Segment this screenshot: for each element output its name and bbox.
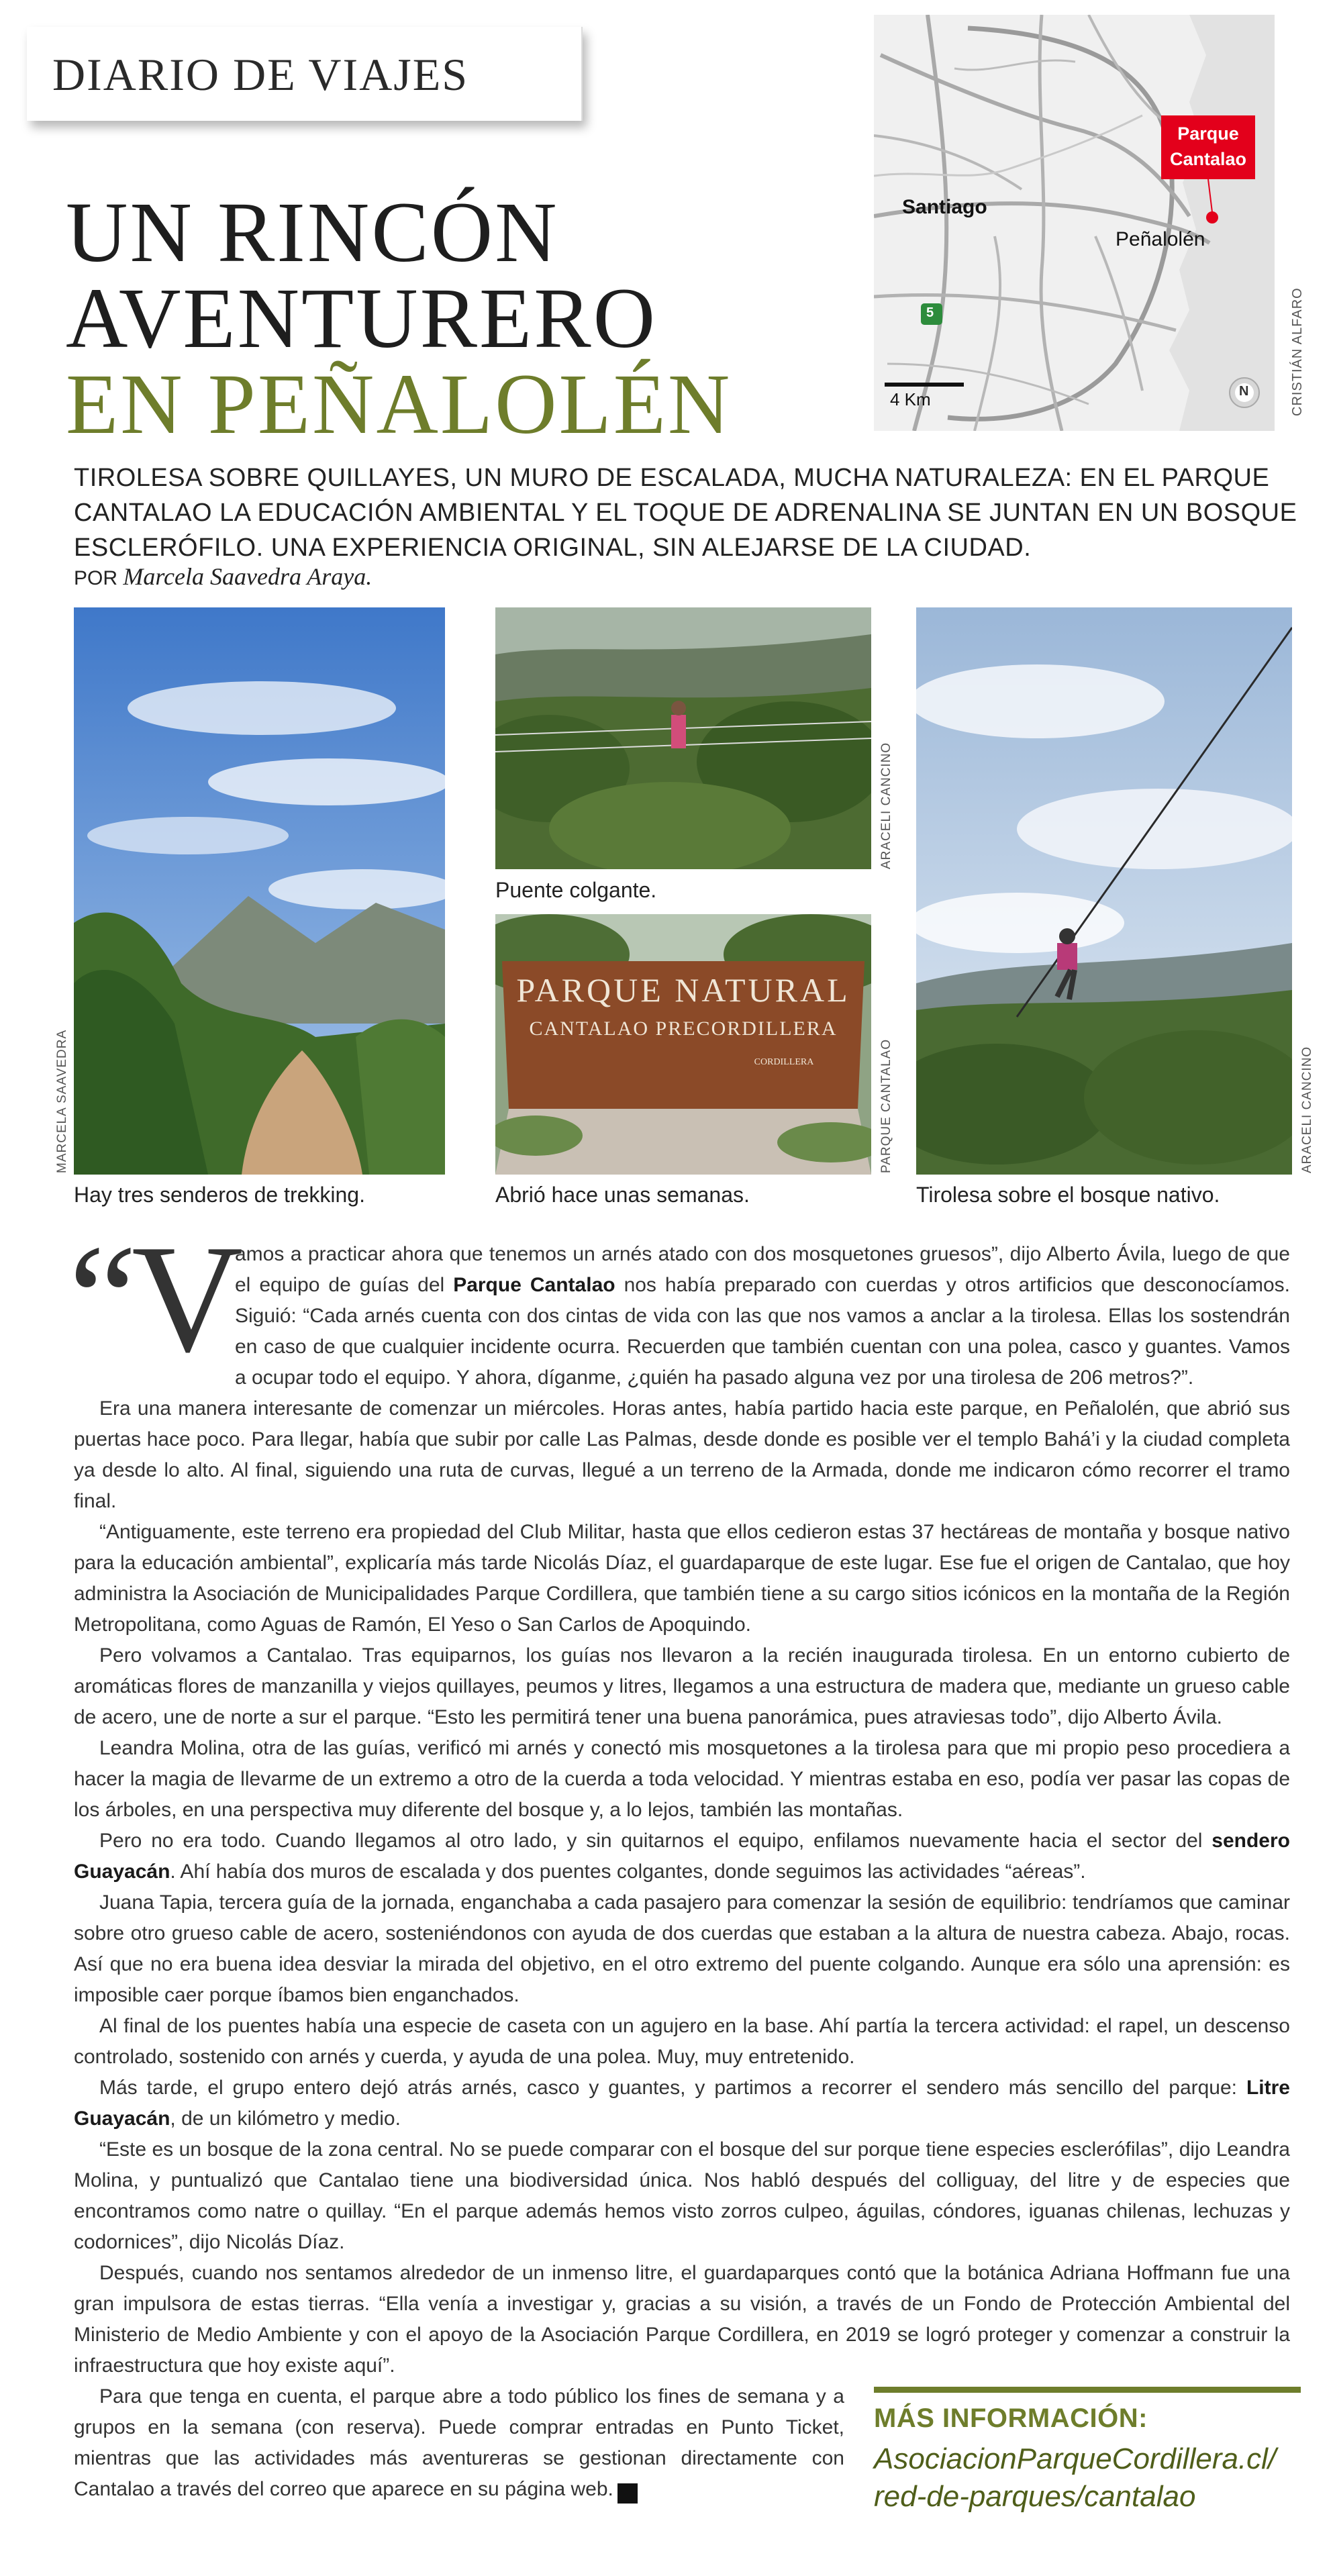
- more-info-rule: [874, 2387, 1301, 2393]
- location-map: [874, 15, 1275, 431]
- photo-credit-bridge: ARACELI CANCINO: [879, 742, 893, 869]
- north-label: N: [1239, 384, 1249, 399]
- scale-bar: [885, 383, 964, 387]
- paragraph-7: Juana Tapia, tercera guía de la jornada, enganchaba a cada pasajero para comenzar la sesión de equilibrio: tendríamos que caminar sobre otro grueso cable de acero, sosteniéndonos con ayuda de dos cuerdas que estaban a la altura de nuestra cabeza. Abajo, rocas. Así que no era buena idea desviar la mirada del objetivo, en el otro extremo del puente colgando. Aunque era sólo una aprensión: es imposible caer porque íbamos bien enganchados.: [74, 1891, 1290, 2006]
- article-body: [74, 1239, 1290, 2505]
- more-info-box: [874, 2387, 1303, 2516]
- photo-park-sign: [495, 914, 871, 1175]
- sign-lettering: [509, 973, 858, 1067]
- section-label: DIARIO DE VIAJES: [52, 49, 469, 100]
- more-info-link-line-2[interactable]: red-de-parques/cantalao: [874, 2480, 1196, 2513]
- caption-trekking: Hay tres senderos de trekking.: [74, 1183, 365, 1207]
- park-label-line-2: Cantalao: [1169, 149, 1247, 169]
- more-info-heading: MÁS INFORMACIÓN:: [874, 2404, 1148, 2433]
- sign-line-1: PARQUE NATURAL: [516, 971, 850, 1009]
- park-marker-icon: [1206, 211, 1218, 224]
- paragraph-3: “Antiguamente, este terreno era propiedad del Club Militar, hasta que ellos cedieron estas 37 hectáreas de montaña y bosque nativo para la educación ambiental”, explicaría más tarde Nicolás Díaz, el guardaparque de este lugar. Ese fue el origen de Cantalao, que hoy administra la Asociación de Municipalidades Parque Cordillera, que también tiene a su cargo sitios icónicos en la montaña de la Región Metropolitana, como Aguas de Ramón, El Yeso o San Carlos de Apoquindo.: [74, 1521, 1290, 1636]
- highlight-parque-cantalao: Parque Cantalao: [453, 1274, 615, 1296]
- caption-zipline: Tirolesa sobre el bosque nativo.: [916, 1183, 1220, 1207]
- paragraph-12: Para que tenga en cuenta, el parque abre a todo público los fines de semana y a grupos en la semana (con reserva). Puede comprar entradas en Punto Ticket, mientras que las actividades más aventureras se gestionan directamente con Cantalao a través del correo que aparece en su página web. D: [74, 2385, 844, 2502]
- paragraph-1: amos a practicar ahora que tenemos un arnés atado con dos mosquetones gruesos”, dijo Alberto Ávila, luego de que el equipo de guías del Parque Cantalao nos había preparado con cuerdas y otros artificios que desconocíamos. Siguió: “Cada arnés cuenta con dos cintas de vida con las que nos vamos a anclar a la tirolesa. Ellas los sostendrán en caso de que cualquier incidente ocurra. Recuerden que también cuentan con una polea, casco y guantes. Vamos a ocupar todo el equipo. Y ahora, díganme, ¿quién ha pasado alguna vez por una tirolesa de 206 metros?”.: [235, 1243, 1291, 1389]
- photo-credit-trekking: MARCELA SAAVEDRA: [55, 1029, 69, 1173]
- paragraph-11: Después, cuando nos sentamos alrededor de un inmenso litre, el guardaparques contó que la botánica Adriana Hoffmann fue una gran impulsora de estas tierras. “Ella venía a investigar y, gracias a su visión, a través de un Fondo de Protección Ambiental del Ministerio de Medio Ambiente y con el apoyo de la Asociación Parque Cordillera, en 2019 se logró proteger y comenzar a construir la infraestructura que hoy existe aquí”.: [74, 2262, 1290, 2377]
- drop-cap: “V: [68, 1213, 238, 1384]
- byline-prefix: POR: [74, 567, 118, 589]
- paragraph-2: Era una manera interesante de comenzar un miércoles. Horas antes, había partido hacia este parque, en Peñalolén, que abrió sus puertas hace poco. Para llegar, había que subir por calle Las Palmas, desde donde es posible ver el templo Bahá’i y la ciudad completa ya desde lo alto. Al final, siguiendo una ruta de curvas, llegué a un terreno de la Armada, donde me indicaron cómo recorrer el tramo final.: [74, 1397, 1290, 1512]
- lead-paragraph: TIROLESA SOBRE QUILLAYES, UN MURO DE ESCALADA, MUCHA NATURALEZA: EN EL PARQUE CANTALAO LA EDUCACIÓN AMBIENTAL Y EL TOQUE DE ADRENALINA SE JUNTAN EN UN BOSQUE ESCLERÓFILO. UNA EXPERIENCIA ORIGINAL, SIN ALEJARSE DE LA CIUDAD.: [74, 464, 1297, 562]
- map-streets: [874, 15, 1275, 431]
- park-label-badge: [1161, 115, 1255, 179]
- photo-trekking-trail: [74, 607, 445, 1175]
- highlight-litre-guayacan: Litre Guayacán: [74, 2077, 1290, 2130]
- zipline-image: [916, 607, 1292, 1175]
- photo-hanging-bridge: [495, 607, 871, 869]
- photo-credit-zipline: ARACELI CANCINO: [1300, 1046, 1314, 1173]
- more-info-link-line-1[interactable]: AsociacionParqueCordillera.cl/: [874, 2442, 1277, 2475]
- paragraph-5: Leandra Molina, otra de las guías, verificó mi arnés y conectó mis mosquetones a la tirolesa para que mi propio peso procediera a hacer la magia de llevarme de un extremo a otro de la cuerda a toda velocidad. Y mientras estaba en eso, podía ver pasar las copas de los árboles, en una perspectiva muy diferente del bosque y, a lo lejos, también las montañas.: [74, 1737, 1290, 1821]
- paragraph-4: Pero volvamos a Cantalao. Tras equiparnos, los guías nos llevaron a la recién inaugurada tirolesa. En un entorno cubierto de aromáticas flores de manzanilla y viejos quillayes, peumos y litres, llegamos a una estructura de madera que, mediante un grueso cable de acero, une de norte a sur el parque. “Esto les permitirá tener una buena panorámica, pues atraviesas todo”, dijo Alberto Ávila.: [74, 1644, 1290, 1728]
- sign-line-2: CANTALAO PRECORDILLERA: [529, 1018, 838, 1040]
- caption-sign: Abrió hace unas semanas.: [495, 1183, 750, 1207]
- paragraph-10: “Este es un bosque de la zona central. No se puede comparar con el bosque del sur porque tiene especies esclerófilas”, dijo Leandra Molina, y puntualizó que Cantalao tiene una biodiversidad única. Nos habló después del colliguay, del litre y de especies que encontramos como natre o quillay. “En el parque además hemos visto zorros culpeo, águilas, cóndores, iguanas chilenas, lechuzas y codornices”, dijo Nicolás Díaz.: [74, 2138, 1290, 2253]
- byline: [74, 562, 372, 591]
- highlight-sendero-guayacan: sendero Guayacán: [74, 1830, 1290, 1883]
- end-mark-icon: D: [617, 2483, 638, 2504]
- headline-line-3: EN PEÑALOLÉN: [66, 356, 732, 452]
- section-tag: [27, 27, 583, 121]
- paragraph-9: Más tarde, el grupo entero dejó atrás arnés, casco y guantes, y partimos a recorrer el sendero más sencillo del parque: Litre Guayacán, de un kilómetro y medio.: [74, 2077, 1290, 2130]
- sign-logo-text: CORDILLERA: [754, 1057, 814, 1067]
- bridge-image: [495, 607, 871, 869]
- paragraph-6: Pero no era todo. Cuando llegamos al otro lado, y sin quitarnos el equipo, enfilamos nuevamente hacia el sector del sendero Guayacán. Ahí había dos muros de escalada y dos puentes colgantes, donde seguimos las actividades “aéreas”.: [74, 1830, 1290, 1883]
- paragraph-8: Al final de los puentes había una especie de caseta con un agujero en la base. Ahí partía la tercera actividad: el rapel, un descenso controlado, sostenido con arnés y cuerda, y ayuda de una polea. Muy, muy entretenido.: [74, 2015, 1290, 2068]
- map-label-santiago: Santiago: [902, 196, 987, 218]
- photo-zipline: [916, 607, 1292, 1175]
- map-label-penalolen: Peñalolén: [1116, 228, 1205, 250]
- more-info-link[interactable]: [874, 2440, 1303, 2516]
- photo-credit-sign: PARQUE CANTALAO: [879, 1038, 893, 1173]
- route-number: 5: [926, 305, 934, 320]
- map-credit: CRISTIÁN ALFARO: [1290, 287, 1305, 416]
- scale-label: 4 Km: [890, 389, 931, 409]
- byline-author: Marcela Saavedra Araya.: [123, 563, 373, 590]
- headline-line-2: AVENTURERO: [66, 270, 657, 366]
- caption-bridge: Puente colgante.: [495, 878, 657, 902]
- headline-line-1: UN RINCÓN: [66, 185, 559, 280]
- trail-landscape-image: [74, 607, 445, 1175]
- park-label-line-1: Parque: [1177, 123, 1239, 144]
